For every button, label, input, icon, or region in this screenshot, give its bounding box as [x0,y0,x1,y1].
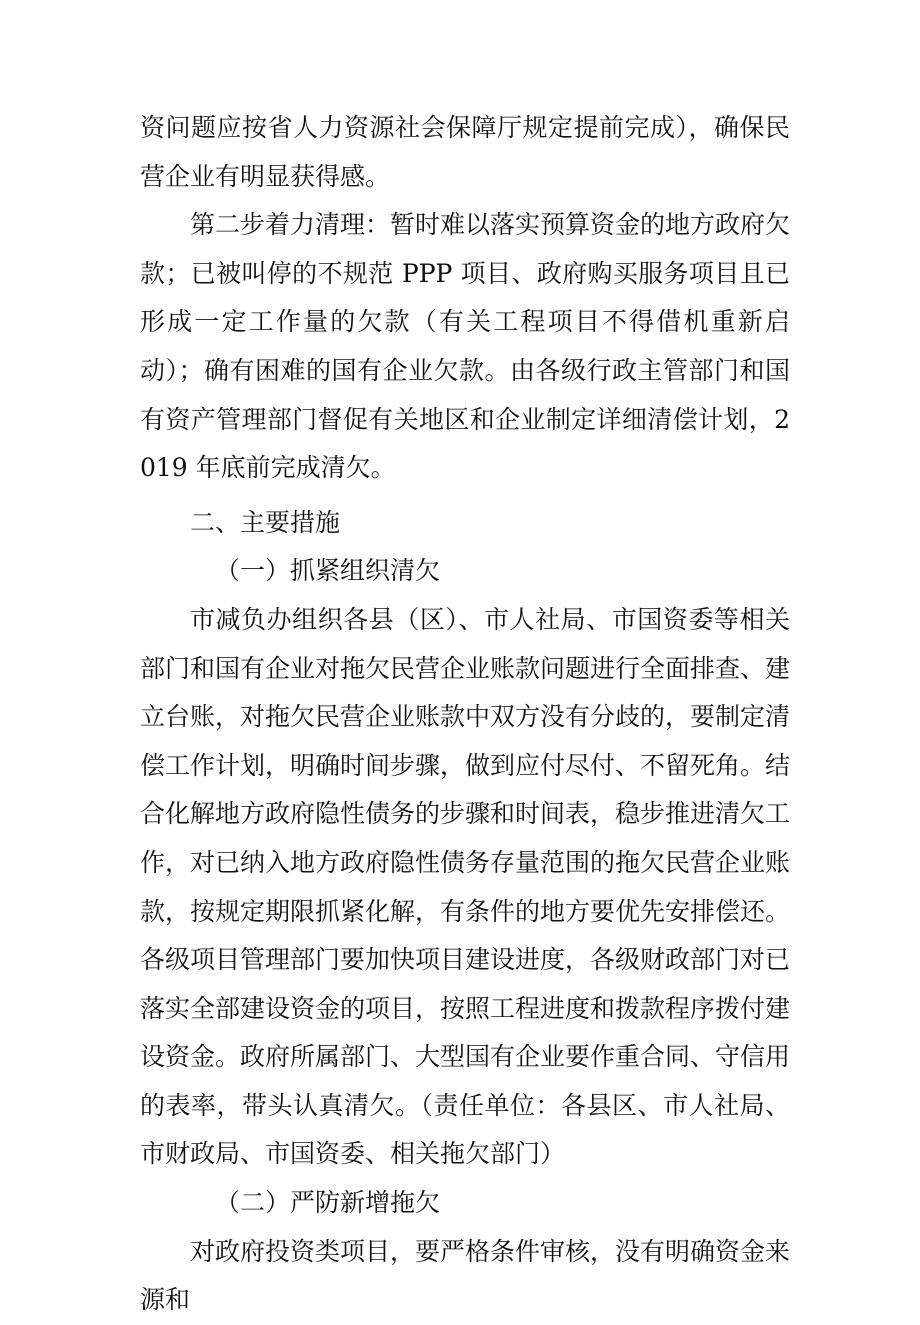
subheading-organize-clearance: （一）抓紧组织清欠 [215,556,441,586]
paragraph-organize-clearance: 市减负办组织各县（区）、市人社局、市国资委等相关部门和国有企业对拖欠民营企业账款问题进行全面排查、建立台账，对拖欠民营企业账款中双方没有分歧的，要制定清偿工作计划，明确时间步骤，做到应付尽付、不留死角。结合化解地方政府隐性债务的步骤和时间表，稳步推进清欠工作，对已纳入地方政府隐性债务存量范围的拖欠民营企业账款，按规定期限抓紧化解，有条件的地方要优先安排偿还。各级项目管理部门要加快项目建设进度，各级财政部门对已落实全部建设资金的项目，按照工程进度和拨款程序拨付建设资金。政府所属部门、大型国有企业要作重合同、守信用的表率，带头认真清欠。（责任单位：各县区、市人社局、市财政局、市国资委、相关拖欠部门） [140,604,791,1169]
subheading-prevent-new-arrears: （二）严防新增拖欠 [215,1188,441,1218]
paragraph-continuation: 资问题应按省人力资源社会保障厅规定提前完成），确保民营企业有明显获得感。 [140,113,790,191]
paragraph-government-investment: 对政府投资类项目，要严格条件审核，没有明确资金来源和 [140,1236,791,1315]
document-body [140,104,790,1325]
paragraph-step-two: 第二步着力清理：暂时难以落实预算资金的地方政府欠款；已被叫停的不规范 PPP 项目、政府购买服务项目且已形成一定工作量的欠款（有关工程项目不得借机重新启动）；确有困难的国有企业欠款。由各级行政主管部门和国有资产管理部门督促有关地区和企业制定详细清偿计划，2019 年底前完成清欠。 [140,210,791,483]
section-heading-main-measures: 二、主要措施 [190,507,341,537]
